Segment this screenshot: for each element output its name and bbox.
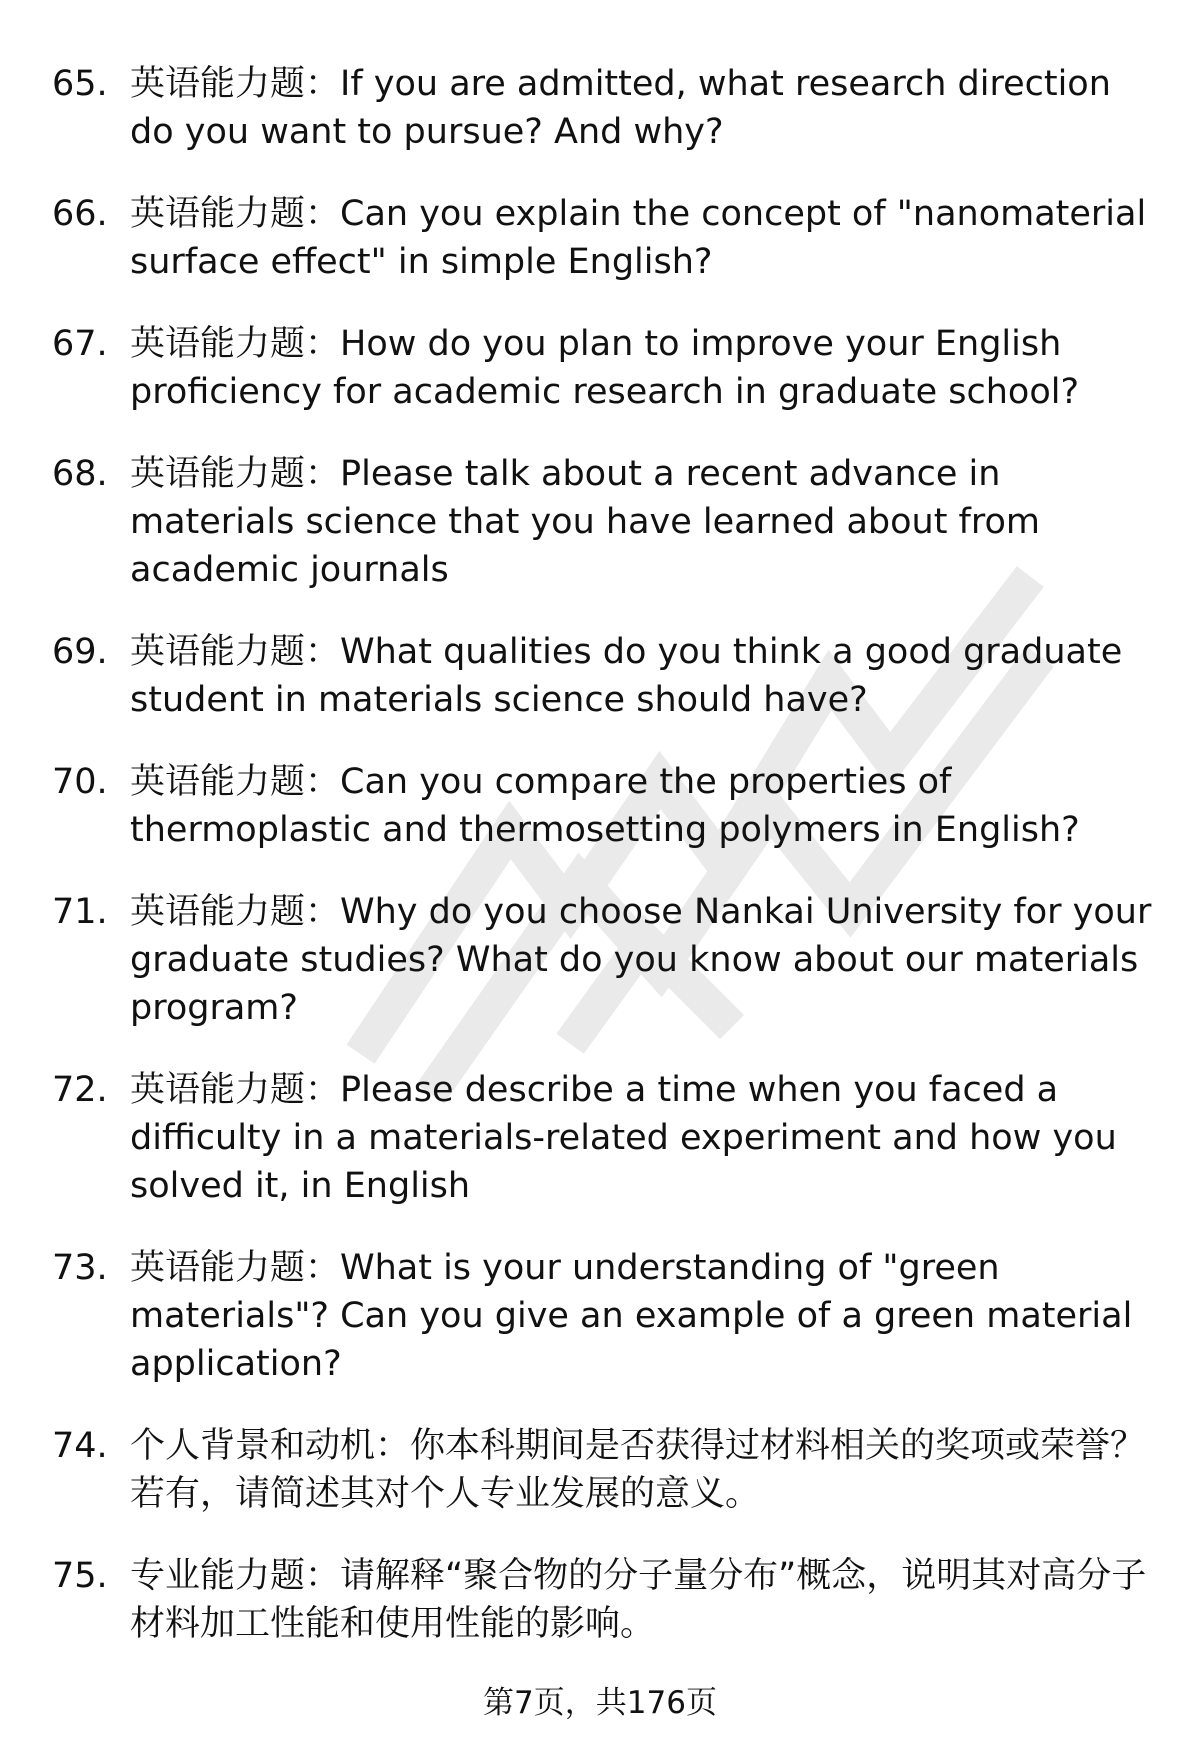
question-number: 70. [52,762,108,802]
question-item-70 [52,758,1162,854]
question-text: 英语能力题：Why do you choose Nankai University for your graduate studies? What do you know about our materials program? [130,892,1152,1028]
page-footer [0,1683,1200,1723]
question-text: 英语能力题：How do you plan to improve your English proficiency for academic research in graduate school? [130,324,1080,412]
question-text: 英语能力题：What is your understanding of "green materials"? Can you give an example of a green material application? [130,1248,1133,1384]
question-text: 英语能力题：Please talk about a recent advance in materials science that you have learned about from academic journals [130,454,1040,590]
question-number: 65. [52,64,108,104]
question-list [52,60,1162,1682]
question-number: 74. [52,1426,108,1466]
question-number: 68. [52,454,108,494]
question-number: 67. [52,324,108,364]
question-item-67 [52,320,1162,416]
question-number: 73. [52,1248,108,1288]
question-number: 71. [52,892,108,932]
question-item-71 [52,888,1162,1032]
question-item-66 [52,190,1162,286]
question-number: 75. [52,1556,108,1596]
question-text: 英语能力题：Can you compare the properties of thermoplastic and thermosetting polymers in English? [130,762,1080,850]
question-text: 专业能力题：请解释“聚合物的分子量分布”概念，说明其对高分子材料加工性能和使用性能的影响。 [130,1556,1147,1644]
question-text: 个人背景和动机：你本科期间是否获得过材料相关的奖项或荣誉？若有，请简述其对个人专业发展的意义。 [130,1426,1146,1514]
question-item-68 [52,450,1162,594]
question-text: 英语能力题：Please describe a time when you faced a difficulty in a materials-related experiment and how you solved it, in English [130,1070,1117,1206]
question-number: 66. [52,194,108,234]
question-text: 英语能力题：Can you explain the concept of "nanomaterial surface effect" in simple English? [130,194,1147,282]
question-number: 69. [52,632,108,672]
question-item-75 [52,1552,1162,1648]
page-number-label: 第7页，共176页 [483,1685,717,1721]
question-item-73 [52,1244,1162,1388]
question-item-74 [52,1422,1162,1518]
question-item-72 [52,1066,1162,1210]
question-item-65 [52,60,1162,156]
question-item-69 [52,628,1162,724]
question-text: 英语能力题：What qualities do you think a good graduate student in materials science should have? [130,632,1123,720]
question-text: 英语能力题：If you are admitted, what research direction do you want to pursue? And why? [130,64,1111,152]
question-number: 72. [52,1070,108,1110]
